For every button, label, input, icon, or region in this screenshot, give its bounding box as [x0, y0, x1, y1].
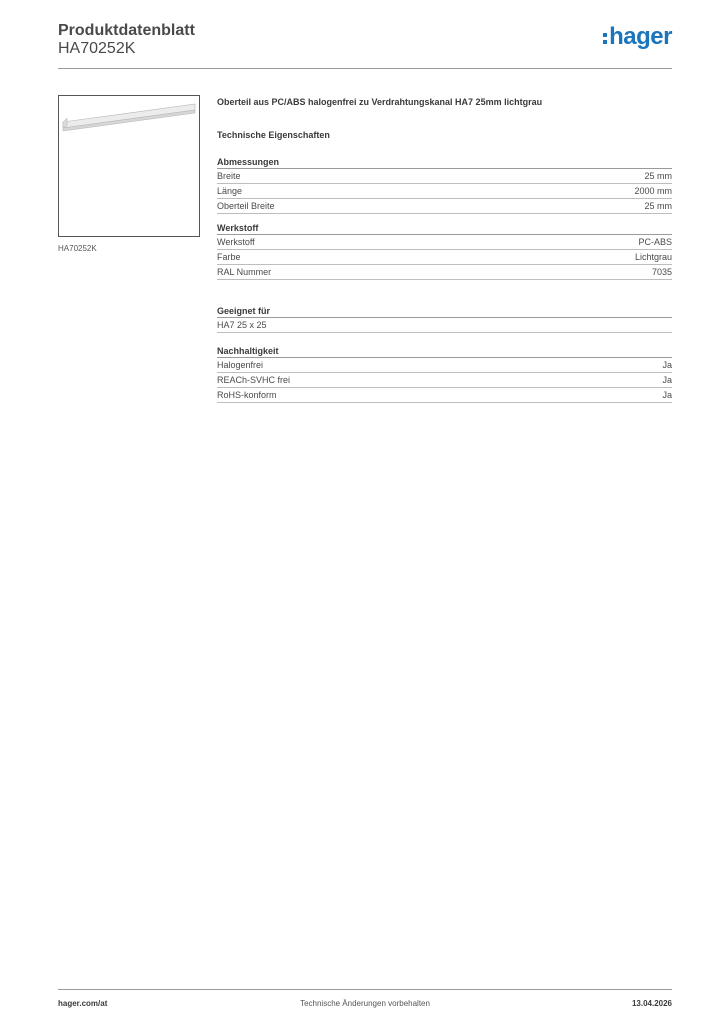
property-value: PC-ABS — [638, 237, 672, 247]
product-image — [58, 95, 200, 237]
property-value: Ja — [662, 375, 672, 385]
section-title: Geeignet für — [217, 305, 672, 318]
property-label: Oberteil Breite — [217, 201, 275, 211]
property-label: REACh-SVHC frei — [217, 375, 291, 385]
logo-text: hager — [609, 23, 672, 50]
page-footer — [58, 989, 672, 1008]
property-label: RAL Nummer — [217, 267, 272, 277]
property-row — [217, 265, 672, 280]
section-title: Abmessungen — [217, 156, 672, 169]
property-value: 2000 mm — [634, 186, 672, 196]
section-dimensions — [217, 156, 672, 214]
document-subtitle: HA70252K — [58, 40, 136, 57]
page-header — [58, 20, 672, 69]
property-row — [217, 169, 672, 184]
section-title: Nachhaltigkeit — [217, 345, 672, 358]
property-label: HA7 25 x 25 — [217, 320, 267, 330]
cover-profile-illustration — [59, 96, 199, 236]
property-row — [217, 235, 672, 250]
footer-notice: Technische Änderungen vorbehalten — [300, 999, 430, 1008]
footer-date: 13.04.2026 — [631, 999, 672, 1008]
property-label: Länge — [217, 186, 243, 196]
section-title: Werkstoff — [217, 222, 672, 235]
property-row — [217, 358, 672, 373]
property-row — [217, 318, 672, 333]
technical-properties-title: Technische Eigenschaften — [217, 130, 330, 140]
logo-dots-icon — [603, 33, 607, 47]
property-row — [217, 373, 672, 388]
property-value: 25 mm — [644, 201, 672, 211]
property-row — [217, 250, 672, 265]
property-label: Halogenfrei — [217, 360, 264, 370]
footer-website-link[interactable]: hager.com/at — [58, 999, 108, 1008]
property-label: Breite — [217, 171, 241, 181]
property-row — [217, 388, 672, 403]
image-caption: HA70252K — [58, 244, 97, 253]
property-label: Farbe — [217, 252, 241, 262]
hager-logo — [603, 24, 672, 50]
document-title: Produktdatenblatt — [58, 22, 195, 39]
property-value: Ja — [662, 360, 672, 370]
property-label: RoHS-konform — [217, 390, 277, 400]
property-label: Werkstoff — [217, 237, 255, 247]
property-value: 7035 — [651, 267, 672, 277]
property-row — [217, 184, 672, 199]
section-material — [217, 222, 672, 280]
property-value: 25 mm — [644, 171, 672, 181]
product-description: Oberteil aus PC/ABS halogenfrei zu Verdrahtungskanal HA7 25mm lichtgrau — [217, 97, 543, 107]
section-sustainability — [217, 345, 672, 403]
property-row — [217, 199, 672, 214]
property-value: Ja — [662, 390, 672, 400]
section-suitable-for — [217, 305, 672, 333]
property-value: Lichtgrau — [634, 252, 672, 262]
